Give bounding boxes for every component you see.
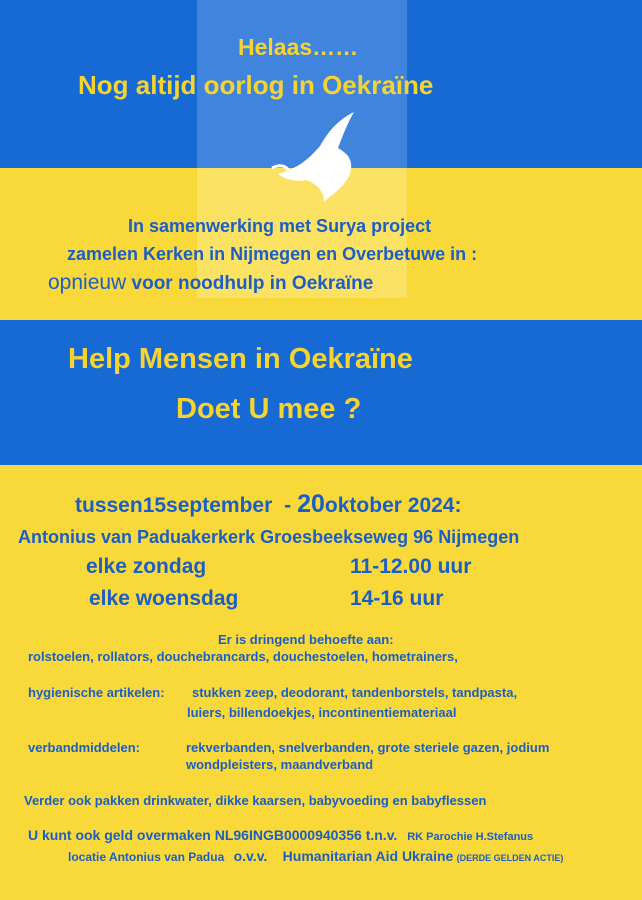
location: Antonius van Paduakerkerk Groesbeekseweg 96 Nijmegen [18, 527, 520, 547]
hygiene-line-2: luiers, billendoekjes, incontinentiemateriaal [187, 705, 457, 720]
schedule-day-1: elke zondag [86, 555, 207, 578]
needs-heading: Er is dringend behoefte aan: [218, 632, 394, 647]
intro-line-1: In samenwerking met Surya project [128, 216, 432, 236]
schedule-day-2: elke woensdag [89, 587, 239, 610]
donation-recipient: RK Parochie H.Stefanus [407, 831, 534, 843]
schedule-time-1: 11-12.00 uur [350, 555, 472, 578]
bandage-line-2: wondpleisters, maandverband [186, 757, 374, 772]
hygiene-label: hygienische artikelen: [28, 685, 165, 700]
date-range [75, 490, 461, 519]
hygiene-line-1: stukken zeep, deodorant, tandenborstels, tandpasta, [192, 685, 518, 700]
donation-location: locatie Antonius van Padua [68, 850, 225, 864]
date-prefix: tussen [75, 494, 143, 517]
donation-note: (DERDE GELDEN ACTIE) [456, 853, 564, 863]
intro-line-2: zamelen Kerken in Nijmegen en Overbetuwe in : [67, 244, 478, 264]
date-start-day: 15 [142, 494, 167, 517]
date-end-day: 20 [297, 490, 325, 518]
bandage-line-1: rekverbanden, snelverbanden, grote steriele gazen, jodium [186, 740, 550, 755]
donation-ovv: o.v.v. [233, 848, 268, 864]
bandage-label: verbandmiddelen: [28, 740, 140, 755]
intro-word-opnieuw: opnieuw [48, 271, 127, 294]
dove-icon [268, 108, 368, 204]
donation-reference: Humanitarian Aid Ukraine [282, 848, 454, 864]
intro-line-3-rest: voor noodhulp in Oekraïne [131, 273, 374, 294]
date-dash: - [284, 494, 292, 517]
schedule-time-2: 14-16 uur [350, 587, 444, 610]
donation-iban-text: U kunt ook geld overmaken NL96INGB0000940356 t.n.v. [28, 827, 398, 843]
needs-line-1: rolstoelen, rollators, douchebrancards, douchestoelen, hometrainers, [28, 649, 458, 664]
call-line-1: Help Mensen in Oekraïne [68, 343, 413, 375]
header-line-1: Helaas…… [238, 34, 359, 60]
donation-line-1 [28, 827, 533, 843]
donation-line-2 [68, 848, 563, 864]
other-needs: Verder ook pakken drinkwater, dikke kaarsen, babyvoeding en babyflessen [24, 793, 487, 808]
date-start-month: september [166, 494, 273, 517]
date-end-month: oktober 2024: [324, 494, 462, 517]
header-line-2: Nog altijd oorlog in Oekraïne [78, 70, 434, 100]
call-line-2: Doet U mee ? [176, 393, 362, 425]
intro-line-3 [48, 271, 373, 295]
